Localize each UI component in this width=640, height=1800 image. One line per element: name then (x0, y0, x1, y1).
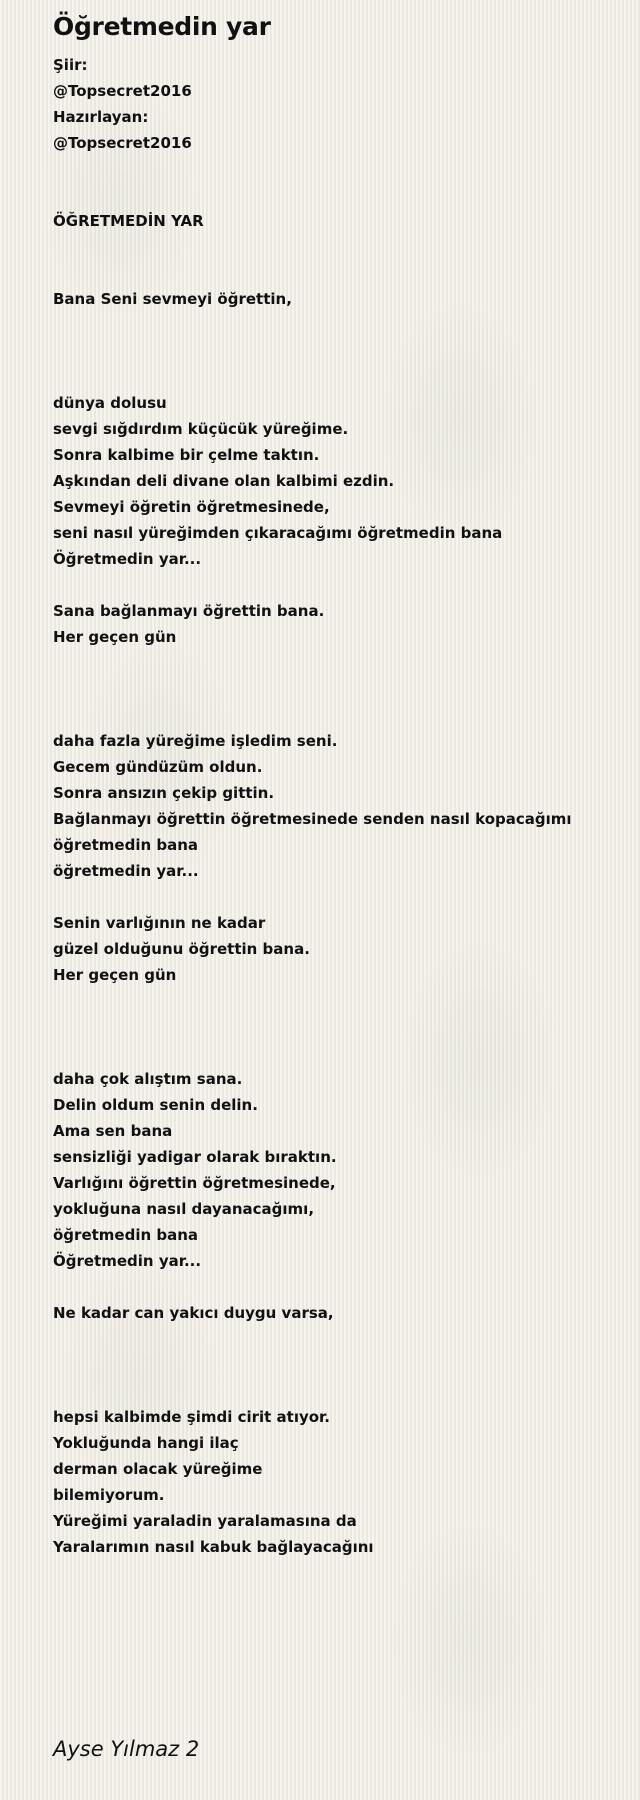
poem-line: Aşkından deli divane olan kalbimi ezdin. (53, 472, 395, 490)
poem-line: Gecem gündüzüm oldun. (53, 758, 263, 776)
poem-line: hepsi kalbimde şimdi cirit atıyor. (53, 1408, 331, 1426)
poem-line: Ne kadar can yakıcı duygu varsa, (53, 1304, 334, 1322)
poem-line: Delin oldum senin delin. (53, 1096, 258, 1114)
poem-line: Bana Seni sevmeyi öğrettin, (53, 290, 292, 308)
stanza-7 (53, 1300, 623, 1326)
prepared-by: @Topsecret2016 (53, 134, 192, 152)
poem-line: Senin varlığının ne kadar (53, 914, 266, 932)
poem-line: Yüreğimi yaraladin yaralamasına da (53, 1512, 357, 1530)
poem-line: Öğretmedin yar... (53, 550, 202, 568)
poem-line: Her geçen gün (53, 628, 177, 646)
poem-line: Varlığını öğrettin öğretmesinede, (53, 1174, 336, 1192)
poem-page (53, 12, 623, 1560)
stanza-5 (53, 910, 623, 988)
poem-line: Sonra kalbime bir çelme taktın. (53, 446, 320, 464)
poem-line: Ama sen bana (53, 1122, 173, 1140)
poem-line: daha fazla yüreğime işledim seni. (53, 732, 338, 750)
poem-heading: ÖĞRETMEDİN YAR (53, 212, 204, 230)
stanza-4 (53, 728, 623, 884)
poem-line: Her geçen gün (53, 966, 177, 984)
poem-line: sevgi sığdırdım küçücük yüreğime. (53, 420, 349, 438)
stanza-6 (53, 1066, 623, 1274)
poem-line: öğretmedin bana (53, 1226, 199, 1244)
author-signature: Ayse Yılmaz 2 (53, 1737, 200, 1761)
poem-line: seni nasıl yüreğimden çıkaracağımı öğretmedin bana (53, 524, 503, 542)
poem-line: daha çok alıştım sana. (53, 1070, 243, 1088)
poem-meta (53, 52, 623, 156)
poem-line: dünya dolusu (53, 394, 167, 412)
poem-label: Şiir: (53, 56, 88, 74)
poem-line: Sonra ansızın çekip gittin. (53, 784, 275, 802)
stanza-8 (53, 1404, 623, 1560)
poem-line: Sana bağlanmayı öğrettin bana. (53, 602, 325, 620)
poem-line: öğretmedin bana (53, 836, 199, 854)
poem-line: Bağlanmayı öğrettin öğretmesinede senden nasıl kopacağımı (53, 810, 572, 828)
poem-line: Öğretmedin yar... (53, 1252, 202, 1270)
poem-line: Sevmeyi öğretin öğretmesinede, (53, 498, 330, 516)
poem-line: güzel olduğunu öğrettin bana. (53, 940, 310, 958)
poem-line: Yokluğunda hangi ilaç (53, 1434, 239, 1452)
poem-line: sensizliği yadigar olarak bıraktın. (53, 1148, 337, 1166)
stanza-3 (53, 598, 623, 650)
poem-line: yokluğuna nasıl dayanacağımı, (53, 1200, 315, 1218)
poem-line: bilemiyorum. (53, 1486, 165, 1504)
poem-line: öğretmedin yar... (53, 862, 199, 880)
stanza-2 (53, 390, 623, 572)
poem-line: derman olacak yüreğime (53, 1460, 263, 1478)
poem-line: Yaralarımın nasıl kabuk bağlayacağını (53, 1538, 374, 1556)
stanza-1 (53, 286, 623, 312)
page-title: Öğretmedin yar (53, 12, 271, 41)
prepared-label: Hazırlayan: (53, 108, 149, 126)
poem-author: @Topsecret2016 (53, 82, 192, 100)
